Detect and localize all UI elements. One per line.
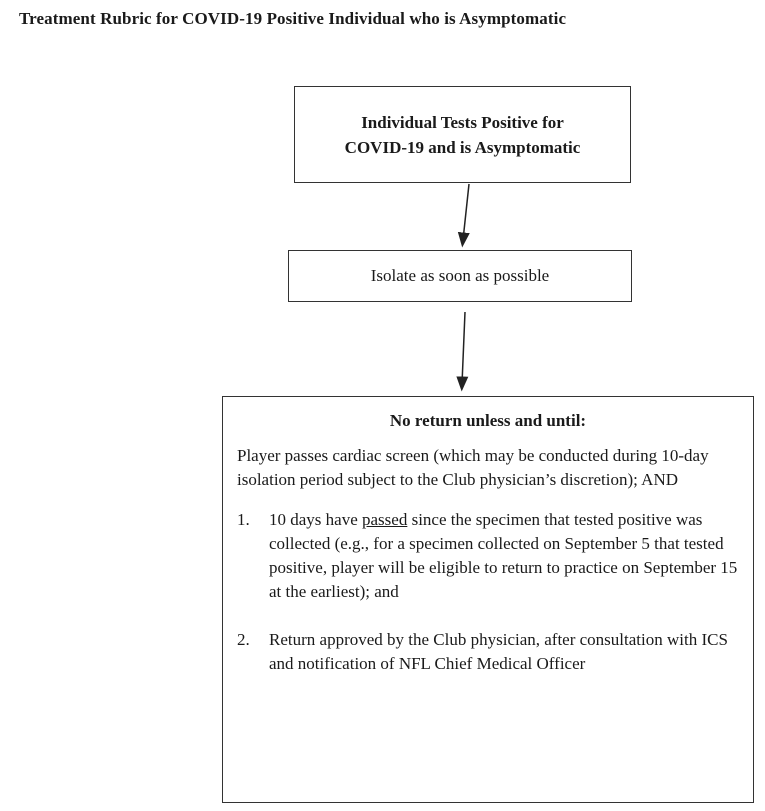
list-item-text — [269, 628, 739, 676]
box1-line2: COVID-19 and is Asymptomatic — [344, 137, 581, 157]
arrow-box1-to-box2 — [463, 184, 469, 240]
list-item-text-post: since the specimen that tested positive was collected (e.g., for a specimen collected on September 5 that tested positive, player will be eligible to return to practice on September 15 at the earliest); and — [269, 510, 738, 601]
step-box-positive-test — [294, 86, 631, 183]
list-item-text-pre: 10 days have — [269, 510, 363, 529]
list-item-text-underlined: passed — [362, 510, 408, 529]
list-item-text — [269, 508, 739, 604]
list-item-text-pre: Return approved by the Club physician, after consultation with ICS and notification of NFL Chief Medical Officer — [269, 630, 728, 673]
step-box-return-criteria — [222, 396, 754, 803]
page-title: Treatment Rubric for COVID-19 Positive Individual who is Asymptomatic — [19, 9, 567, 28]
list-item-number: 2. — [237, 630, 250, 649]
arrow-box2-to-box3 — [462, 312, 465, 384]
criteria-intro: Player passes cardiac screen (which may be conducted during 10-day isolation period subject to the Club physician’s discretion); AND — [237, 446, 709, 489]
list-item — [237, 628, 739, 676]
criteria-heading: No return unless and until: — [389, 411, 587, 430]
step-box-isolate — [288, 250, 632, 302]
box1-line1: Individual Tests Positive for — [361, 112, 564, 132]
criteria-list — [237, 508, 739, 676]
box2-text: Isolate as soon as possible — [370, 266, 550, 285]
list-item — [237, 508, 739, 604]
list-item-number: 1. — [237, 510, 250, 529]
